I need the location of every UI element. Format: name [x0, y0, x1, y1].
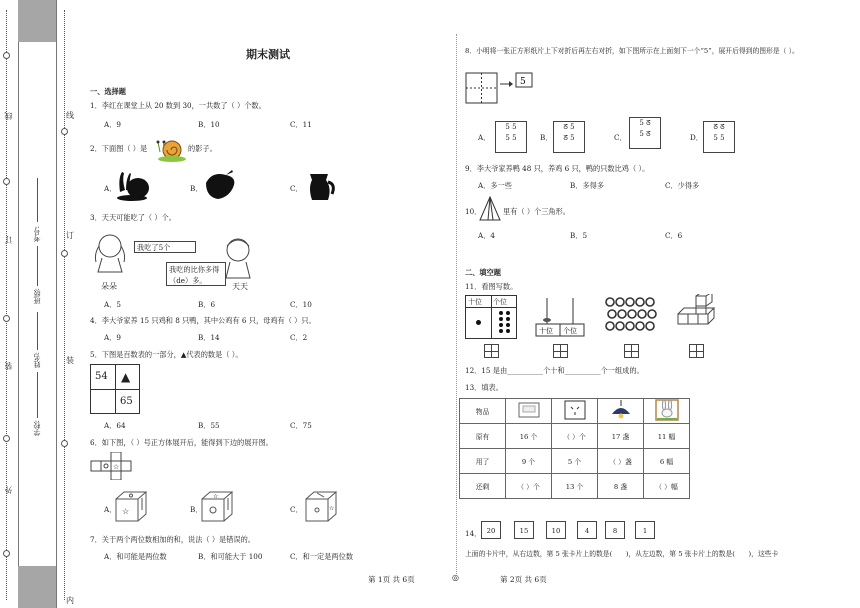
- abacus-figure: [535, 296, 585, 338]
- binding-line-right: [56, 0, 57, 608]
- q7-text: 7．关于两个两位数相加的和，说法（ ）是错误的。: [90, 535, 255, 544]
- ring-groups-figure: [604, 296, 662, 336]
- q11-answer-box-3[interactable]: [624, 344, 639, 358]
- q14-text: 上面的卡片中，从右边数，第 5 张卡片上的数是( )，从左边数，第 5 张卡片上的数是( )，这些卡: [465, 550, 779, 558]
- ceiling-lamp-icon: [609, 400, 633, 420]
- q4-text: 4．李大爷家养 15 只鸡和 8 只鸭，其中公鸡有 6 只，母鸡有（ ）只。: [90, 316, 316, 325]
- q11-answer-box-1[interactable]: [484, 344, 499, 358]
- section-heading-fill: 二、填空题: [465, 268, 501, 277]
- q5-text: 5．下图是百数表的一部分，▲代表的数是（ ）。: [90, 350, 243, 359]
- hundred-cell-54: 54: [95, 371, 108, 382]
- table-cell: 9 个: [506, 449, 552, 474]
- q1-option-b[interactable]: B．10: [198, 120, 220, 129]
- table-cell-socket: [552, 399, 598, 424]
- hundred-cell-65: 65: [120, 396, 133, 407]
- mark-wai: 外: [4, 486, 13, 494]
- table-cell: 5 个: [552, 449, 598, 474]
- power-socket-icon: [564, 400, 586, 420]
- q2-option-a[interactable]: A．: [104, 184, 117, 193]
- inner-dotted-line: [64, 10, 72, 600]
- q8-choice-b: ᘔ 5 ᘔ 5: [553, 121, 585, 153]
- table-row: [460, 474, 690, 499]
- table-cell-blank[interactable]: （ ）个: [506, 474, 552, 499]
- q9-text: 9．李大爷家养鸭 48 只，养鸡 6 只，鸭的只数比鸡（ ）。: [465, 164, 650, 173]
- q3-option-b[interactable]: B．6: [198, 300, 216, 309]
- table-cell: 物品: [460, 399, 506, 424]
- q6-text: 6．如下图，（ ）号正方体展开后，能得到下边的展开图。: [90, 438, 273, 447]
- q8-option-b[interactable]: B．: [540, 133, 553, 142]
- q8-option-a[interactable]: A．: [478, 133, 491, 142]
- q10-option-a[interactable]: A．4: [478, 231, 495, 240]
- footer-page-right: 第 2页 共 6页: [500, 575, 547, 584]
- mark-line: 线: [4, 112, 13, 120]
- number-card: 15: [514, 521, 534, 539]
- section-heading-choice: 一、选择题: [90, 87, 126, 96]
- hole-circle: [3, 550, 10, 557]
- table-cell-tissue: [506, 399, 552, 424]
- table-cell-blank[interactable]: （ ）幅: [644, 474, 690, 499]
- hole-circle: [3, 178, 10, 185]
- hundred-cell-triangle: ▲: [121, 370, 131, 384]
- hole-circle: [61, 250, 68, 257]
- q10-text-b: 里有（ ）个三角形。: [503, 207, 570, 216]
- place-tens-label: 十位: [468, 298, 482, 306]
- side-glyph-nei: 内: [66, 596, 74, 605]
- svg-text:☆: ☆: [329, 505, 335, 512]
- q5-option-a[interactable]: A．64: [104, 421, 126, 430]
- field-exam-id: 考号:: [33, 226, 41, 243]
- field-exam-id-line[interactable]: [37, 178, 38, 222]
- table-cell: 还剩: [460, 474, 506, 499]
- cube-net-figure: [90, 452, 132, 480]
- q3-bubble1: 我吃了5个: [134, 241, 196, 253]
- q1-option-a[interactable]: A．9: [104, 120, 121, 129]
- q3-bubble2: 我吃的比你多得（de）多。: [166, 262, 226, 286]
- q2-option-b[interactable]: B．: [190, 184, 203, 193]
- field-school: 学校:: [33, 420, 41, 437]
- table-cell-painting: [644, 399, 690, 424]
- cube-c: [304, 490, 338, 524]
- q8-option-c[interactable]: C．: [614, 133, 627, 142]
- table-cell: 6 幅: [644, 449, 690, 474]
- table-row: [460, 449, 690, 474]
- place-ones-label: 个位: [493, 298, 507, 306]
- binding-line-left: [18, 0, 19, 608]
- page-title: 期末测试: [246, 48, 290, 61]
- q3-name-tiantian: 天天: [232, 282, 248, 291]
- table-cell: 11 幅: [644, 424, 690, 449]
- field-class: 班级:: [33, 288, 41, 305]
- rabbit-painting-icon: [655, 399, 679, 421]
- outer-dotted-line: [6, 10, 14, 600]
- number-card: 10: [546, 521, 566, 539]
- side-glyph-ding: 订: [66, 231, 74, 240]
- q6-option-a[interactable]: A．: [104, 505, 117, 514]
- q4-option-c[interactable]: C．2: [290, 333, 308, 342]
- q7-option-b[interactable]: B．和可能大于 100: [198, 552, 263, 561]
- table-cell: 原有: [460, 424, 506, 449]
- q1-option-c[interactable]: C．11: [290, 120, 312, 129]
- q8-choice-d: ᘔ ᘔ 5 5: [703, 121, 735, 153]
- q11-text: 11．看图写数。: [465, 282, 518, 291]
- q8-choice-c: 5 ᘔ 5 ᘔ: [629, 117, 661, 149]
- svg-text:☆: ☆: [213, 493, 219, 500]
- q9-option-c[interactable]: C．少得多: [665, 181, 700, 190]
- table-cell-blank[interactable]: （ ）盏: [598, 449, 644, 474]
- q1-text: 1．李红在课堂上从 20 数到 30，一共数了（ ）个数。: [90, 101, 266, 110]
- shadow-grape-silhouette: [202, 169, 238, 201]
- q10-option-c[interactable]: C．6: [665, 231, 683, 240]
- binding-shade-top: [18, 0, 56, 42]
- table-cell: 17 盏: [598, 424, 644, 449]
- svg-text:十位: 十位: [539, 327, 553, 335]
- q14-label: 14．: [465, 529, 482, 538]
- table-cell: 用了: [460, 449, 506, 474]
- q12-text: 12．15 是由__________个十和__________个一组成的。: [465, 366, 644, 375]
- snail-image: [156, 134, 186, 162]
- q8-option-d[interactable]: D．: [690, 133, 703, 142]
- cube-b: [200, 490, 234, 524]
- q10-text-a: 10．: [465, 207, 482, 216]
- hundred-chart-fragment: [90, 364, 140, 414]
- q2-text-b: 的影子。: [188, 144, 217, 153]
- q11-answer-box-2[interactable]: [553, 344, 568, 358]
- field-name-line[interactable]: [37, 312, 38, 350]
- page-divider: [456, 34, 457, 574]
- q3-name-duoduo: 朵朵: [101, 282, 117, 291]
- shadow-jug-silhouette: [302, 168, 338, 204]
- hole-circle: [3, 435, 10, 442]
- table-cell: 13 个: [552, 474, 598, 499]
- q9-option-a[interactable]: A．多一些: [478, 181, 512, 190]
- table-row: [460, 424, 690, 449]
- svg-text:个位: 个位: [563, 327, 577, 335]
- side-glyph-line: 线: [66, 111, 74, 120]
- q4-option-b[interactable]: B．14: [198, 333, 220, 342]
- q2-text-a: 2．下面图（ ）是: [90, 144, 148, 153]
- triangle-figure: [478, 196, 502, 222]
- number-card: 8: [605, 521, 625, 539]
- table-cell-blank[interactable]: （ ）个: [552, 424, 598, 449]
- number-card: 4: [577, 521, 597, 539]
- side-glyph-zhuang: 装: [66, 356, 74, 365]
- q9-option-b[interactable]: B．多得多: [570, 181, 605, 190]
- q6-option-c[interactable]: C．: [290, 505, 303, 514]
- q13-table: [459, 398, 690, 499]
- binding-margin: [0, 0, 74, 608]
- field-school-line[interactable]: [37, 372, 38, 418]
- q3-text: 3．天天可能吃了（ ）个。: [90, 213, 176, 222]
- svg-text:☆: ☆: [122, 507, 130, 516]
- field-name: 姓名:: [33, 352, 41, 369]
- q8-choice-a: 5 5 5 5: [495, 121, 527, 153]
- table-cell-lamp: [598, 399, 644, 424]
- q2-option-c[interactable]: C．: [290, 184, 303, 193]
- q3-option-a[interactable]: A．5: [104, 300, 121, 309]
- q7-option-c[interactable]: C．和一定是两位数: [290, 552, 354, 561]
- table-cell: 8 盏: [598, 474, 644, 499]
- q8-folding-figure: [465, 70, 535, 104]
- hole-circle: [3, 52, 10, 59]
- footer-page-left: 第 1页 共 6页: [368, 575, 415, 584]
- q10-option-b[interactable]: B．5: [570, 231, 588, 240]
- q7-option-a[interactable]: A．和可能是两位数: [104, 552, 167, 561]
- shadow-snail-silhouette: [116, 168, 152, 202]
- binding-shade-bottom: [18, 566, 56, 608]
- q11-answer-box-4[interactable]: [689, 344, 704, 358]
- table-row: [460, 399, 690, 424]
- field-class-line[interactable]: [37, 246, 38, 286]
- footer-circle-icon: ◎: [452, 573, 459, 582]
- q13-text: 13．填表。: [465, 383, 503, 392]
- q4-option-a[interactable]: A．9: [104, 333, 121, 342]
- q6-option-b[interactable]: B．: [190, 505, 203, 514]
- tissue-box-icon: [518, 401, 540, 419]
- hole-circle: [3, 315, 10, 322]
- q8-cut-glyph: 5: [520, 77, 526, 87]
- mark-ding: 订: [4, 236, 13, 244]
- hole-circle: [61, 128, 68, 135]
- mark-zhuang: 装: [4, 362, 13, 370]
- cube-a: [114, 490, 148, 524]
- number-card: 1: [635, 521, 655, 539]
- stacked-cubes-figure: [676, 294, 716, 334]
- table-cell: 16 个: [506, 424, 552, 449]
- number-card: 20: [481, 521, 501, 539]
- q8-text: 8．小明将一张正方形纸片上下对折后再左右对折，如下图所示在上面刻下一个“5”，展开后得到的图形是（ ）。: [465, 47, 799, 55]
- svg-text:☆: ☆: [113, 463, 120, 471]
- place-value-chart: [465, 295, 517, 339]
- q5-option-b[interactable]: B．55: [198, 421, 220, 430]
- q3-option-c[interactable]: C．10: [290, 300, 312, 309]
- hole-circle: [61, 440, 68, 447]
- q5-option-c[interactable]: C．75: [290, 421, 312, 430]
